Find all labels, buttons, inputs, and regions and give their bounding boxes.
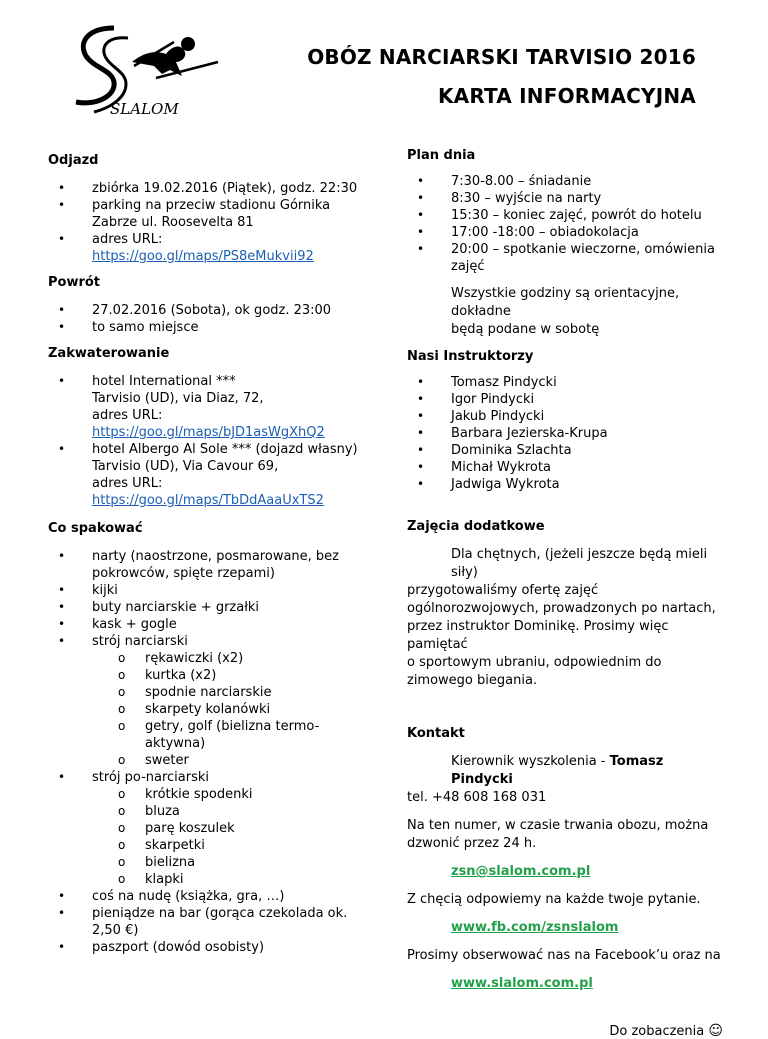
list-item: • hotel International *** Tarvisio (UD), via Diaz, 72, adres URL: https://goo.gl/maps/bJD1asWgXhQ2 [48,373,378,441]
list-odjazd [48,180,378,265]
slalom-logo [70,22,220,122]
instructor-item: • Michał Wykrota [407,459,727,476]
kierownik-name: Tomasz Pindycki [451,754,664,787]
instructor-item: • Dominika Szlachta [407,442,727,459]
instructor-item: • Barbara Jezierska-Krupa [407,425,727,442]
sub-list-item: o getry, golf (bielizna termo-aktywna) [48,718,378,752]
sub-list-item: o spodnie narciarskie [48,684,378,701]
list-item: • kijki [48,582,378,599]
list-item: • coś na nudę (książka, gra, …) [48,888,378,905]
list-item: • adres URL: https://goo.gl/maps/PS8eMukvii92 [48,231,378,265]
instructor-item: • Tomasz Pindycki [407,374,727,391]
sub-list-item: o skarpetki [48,837,378,854]
list-item: • paszport (dowód osobisty) [48,939,378,956]
sub-list-item: o sweter [48,752,378,769]
sub-list-item: o bluza [48,803,378,820]
heading-odjazd: Odjazd [48,153,99,168]
sub-list-item: o parę koszulek [48,820,378,837]
farewell: Do zobaczenia ☺ [609,1023,723,1039]
kontakt-phone-note: Na ten numer, w czasie trwania obozu, można dzwonić przez 24 h. [407,818,709,851]
title-camp: OBÓZ NARCIARSKI TARVISIO 2016 [307,45,696,69]
instructor-item: • Jakub Pindycki [407,408,727,425]
heading-kontakt: Kontakt [407,726,465,741]
list-item: • strój po-narciarski [48,769,378,786]
list-item: • narty (naostrzone, posmarowane, bez pokrowców, spięte rzepami) [48,548,378,582]
kontakt-lead: Kierownik wyszkolenia - Tomasz Pindycki tel. +48 608 168 031 [407,754,664,805]
facebook-link[interactable]: www.fb.com/zsnslalom [451,920,619,935]
heading-plan: Plan dnia [407,148,476,163]
list-item: • 20:00 – spotkanie wieczorne, omówienia zajęć [407,241,727,275]
list-item: • parking na przeciw stadionu Górnika Zabrze ul. Roosevelta 81 [48,197,378,231]
smiley-icon: ☺ [708,1023,723,1039]
right-column [407,148,727,1039]
map-link-hotel-al-sole[interactable]: https://goo.gl/maps/TbDdAaaUxTS2 [92,493,324,508]
sub-list-item: o krótkie spodenki [48,786,378,803]
list-spakowac [48,548,378,956]
sub-list-item: o skarpety kolanówki [48,701,378,718]
list-item: • 27.02.2016 (Sobota), ok godz. 23:00 [48,302,378,319]
list-item: • kask + gogle [48,616,378,633]
list-plan [407,173,727,275]
heading-zajecia: Zajęcia dodatkowe [407,519,545,534]
list-item: • 15:30 – koniec zajęć, powrót do hotelu [407,207,727,224]
heading-zakwaterowanie: Zakwaterowanie [48,346,170,361]
list-powrot [48,302,378,336]
list-item: • 17:00 -18:00 – obiadokolacja [407,224,727,241]
plan-note: Wszystkie godziny są orientacyjne, dokładne będą podane w sobotę [451,286,680,337]
instructor-item: • Igor Pindycki [407,391,727,408]
zajecia-text: Dla chętnych, (jeżeli jeszcze będą mieli siły) przygotowaliśmy ofertę zajęć ogólnorozwojowych, prowadzonych po nartach, przez instruktor Dominikę. Prosimy więc pamiętać o sportowym ubraniu, odpowiednim do zimowego biegania. [407,547,716,688]
list-instruktorzy [407,374,727,493]
list-item: • pieniądze na bar (gorąca czekolada ok. 2,50 €) [48,905,378,939]
list-item: • 8:30 – wyjście na narty [407,190,727,207]
list-item: • 7:30-8.00 – śniadanie [407,173,727,190]
title-card: KARTA INFORMACYJNA [437,84,696,108]
kontakt-pytanie: Z chęcią odpowiemy na każde twoje pytanie. [407,892,701,907]
list-item: • to samo miejsce [48,319,378,336]
kontakt-obserwuj: Prosimy obserwować nas na Facebook’u oraz na [407,948,721,963]
sub-list-item: o rękawiczki (x2) [48,650,378,667]
map-link-departure[interactable]: https://goo.gl/maps/PS8eMukvii92 [92,249,314,264]
map-link-hotel-international[interactable]: https://goo.gl/maps/bJD1asWgXhQ2 [92,425,325,440]
list-item: • strój narciarski [48,633,378,650]
instructor-item: • Jadwiga Wykrota [407,476,727,493]
sub-list-item: o kurtka (x2) [48,667,378,684]
left-column [48,148,378,956]
sub-list-item: o klapki [48,871,378,888]
heading-instruktorzy: Nasi Instruktorzy [407,349,534,364]
email-link[interactable]: zsn@slalom.com.pl [451,864,591,879]
logo-s-outer [76,28,114,103]
list-item: • buty narciarskie + grzałki [48,599,378,616]
list-item: • hotel Albergo Al Sole *** (dojazd własny) Tarvisio (UD), Via Cavour 69, adres URL: https://goo.gl/maps/TbDdAaaUxTS2 [48,441,378,509]
website-link[interactable]: www.slalom.com.pl [451,976,593,991]
heading-spakowac: Co spakować [48,521,143,536]
heading-powrot: Powrót [48,275,101,290]
list-zakwaterowanie [48,373,378,509]
list-item: • zbiórka 19.02.2016 (Piątek), godz. 22:30 [48,180,378,197]
logo-text: SLALOM [110,100,179,118]
sub-list-item: o bielizna [48,854,378,871]
